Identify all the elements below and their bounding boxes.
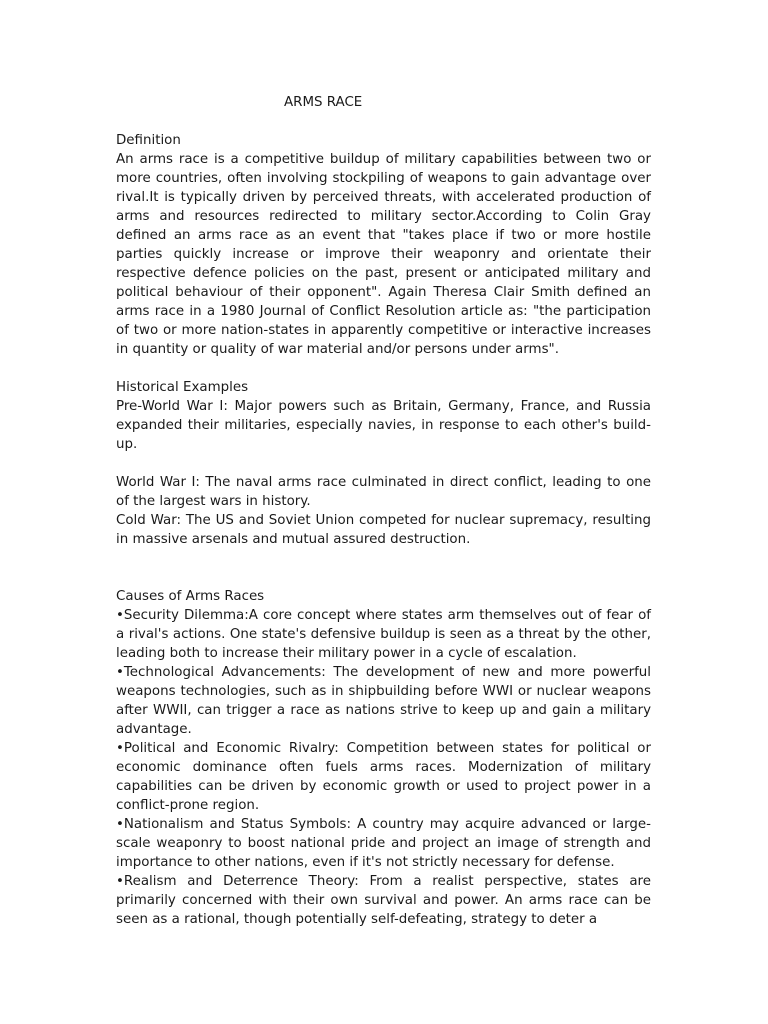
cause-realism-deterrence: •Realism and Deterrence Theory: From a realist perspective, states are primarily concerned with their own survival and power. An arms race can be seen as a rational, though potentially self-defeating, strategy to deter a — [116, 874, 651, 927]
document-title: ARMS RACE — [284, 95, 363, 110]
pre-ww1-paragraph: Pre-World War I: Major powers such as Britain, Germany, France, and Russia expanded their militaries, especially navies, in response to each other's build-up. — [116, 399, 651, 452]
cause-security-dilemma: •Security Dilemma:A core concept where states arm themselves out of fear of a rival's actions. One state's defensive buildup is seen as a threat by the other, leading both to increase their military power in a cycle of escalation. — [116, 608, 651, 661]
document-page — [116, 93, 651, 929]
cause-technological-advancements: •Technological Advancements: The development of new and more powerful weapons technologies, such as in shipbuilding before WWI or nuclear weapons after WWII, can trigger a race as nations strive to keep up and gain a military advantage. — [116, 665, 651, 737]
cold-war-paragraph: Cold War: The US and Soviet Union competed for nuclear supremacy, resulting in massive arsenals and mutual assured destruction. — [116, 513, 651, 547]
ww1-paragraph: World War I: The naval arms race culminated in direct conflict, leading to one of the largest wars in history. — [116, 475, 651, 509]
cause-nationalism-status: •Nationalism and Status Symbols: A country may acquire advanced or large-scale weaponry to boost national pride and project an image of strength and importance to other nations, even if it's not strictly necessary for defense. — [116, 817, 651, 870]
cause-political-economic-rivalry: •Political and Economic Rivalry: Competition between states for political or economic dominance often fuels arms races. Modernization of military capabilities can be driven by economic growth or used to project power in a conflict-prone region. — [116, 741, 651, 813]
definition-heading: Definition — [116, 133, 181, 148]
definition-paragraph: An arms race is a competitive buildup of military capabilities between two or more countries, often involving stockpiling of weapons to gain advantage over rival.It is typically driven by perceived threats, with accelerated production of arms and resources redirected to military sector.According to Colin Gray defined an arms race as an event that "takes place if two or more hostile parties quickly increase or improve their weaponry and orientate their respective defence policies on the past, present or anticipated military and political behaviour of their opponent". Again Theresa Clair Smith defined an arms race in a 1980 Journal of Conflict Resolution article as: "the participation of two or more nation-states in apparently competitive or interactive increases in quantity or quality of war material and/or persons under arms". — [116, 152, 651, 357]
causes-heading: Causes of Arms Races — [116, 589, 265, 604]
historical-examples-heading: Historical Examples — [116, 380, 249, 395]
